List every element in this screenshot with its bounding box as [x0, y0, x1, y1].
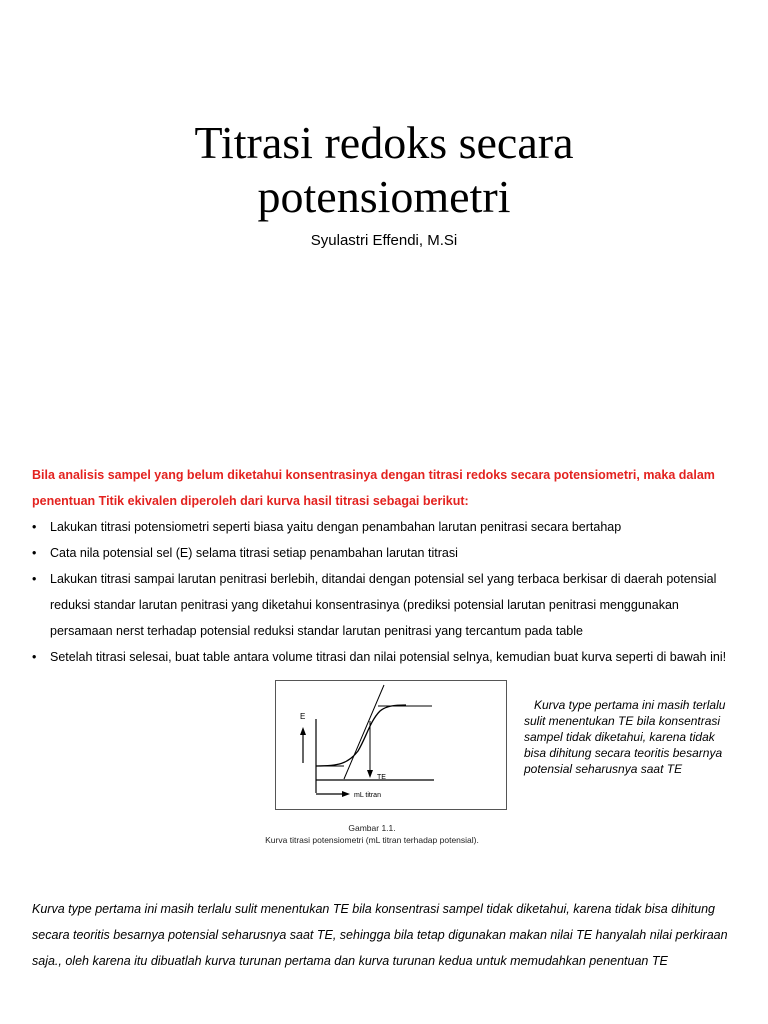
side-note: [524, 697, 750, 777]
figure-caption-text: Kurva titrasi potensiometri (mL titran terhadap potensial).: [265, 835, 479, 845]
figure-caption: [240, 822, 504, 846]
side-note-line-4: bisa dihitung secara teoritis besarnya: [524, 746, 723, 760]
intro-paragraph: Bila analisis sampel yang belum diketahui konsentrasinya dengan titrasi redoks secara potensiometri, maka dalam penentuan Titik ekivalen diperoleh dari kurva hasil titrasi sebagai berikut:: [32, 468, 715, 508]
titration-curve: [316, 705, 406, 766]
bullet-item-2: • Cata nila potensial sel (E) selama titrasi setiap penambahan larutan titrasi: [32, 540, 732, 566]
side-note-line-1: Kurva type pertama ini masih terlalu: [534, 698, 726, 712]
author-name: Syulastri Effendi, M.Si: [310, 232, 458, 249]
tangent-line: [344, 685, 384, 779]
bullet-item-3: • Lakukan titrasi sampai larutan penitrasi berlebih, ditandai dengan potensial sel yang terbaca berkisar di daerah potensial reduksi standar larutan penitrasi yang diketahui konsentrasinya (prediksi potensial larutan penitrasi menggunakan persamaan nerst terhadap potensial reduksi standar larutan penitrasi yang tercantum pada table: [32, 566, 732, 644]
x-axis-label: mL titran: [354, 792, 381, 799]
page-title-line-1: Titrasi redoks secara: [194, 117, 574, 168]
titration-curve-figure: [275, 680, 507, 810]
bullet-list: [32, 514, 732, 670]
bullet-item-4: • Setelah titrasi selesai, buat table antara volume titrasi dan nilai potensial selnya, kemudian buat kurva seperti di bawah ini!: [32, 644, 732, 670]
side-note-line-2: sulit menentukan TE bila konsentrasi: [524, 714, 721, 728]
x-direction-arrowhead: [342, 791, 350, 797]
page-title: [0, 116, 768, 224]
conclusion-paragraph: Kurva type pertama ini masih terlalu sulit menentukan TE bila konsentrasi sampel tidak diketahui, karena tidak bisa dihitung secara teoritis besarnya potensial seharusnya saat TE, sehingga bila tetap digunakan makan nilai TE hanyalah nilai perkiraan saja., oleh karena itu dibuatlah kurva turunan pertama dan kurva turunan kedua untuk memudahkan penentuan TE: [32, 902, 728, 968]
y-direction-arrowhead: [300, 727, 306, 735]
bullet-item-1: • Lakukan titrasi potensiometri seperti biasa yaitu dengan penambahan larutan penitrasi secara bertahap: [32, 514, 732, 540]
figure-caption-number: Gambar 1.1.: [348, 823, 396, 833]
side-note-line-3: sampel tidak diketahui, karena tidak: [524, 730, 715, 744]
titration-curve-svg: [276, 681, 506, 809]
te-label: TE: [377, 774, 386, 781]
te-arrowhead: [367, 770, 373, 778]
y-axis-label: E: [300, 712, 306, 721]
side-note-line-5: potensial seharusnya saat TE: [524, 762, 683, 776]
page-title-line-2: potensiometri: [257, 171, 511, 222]
